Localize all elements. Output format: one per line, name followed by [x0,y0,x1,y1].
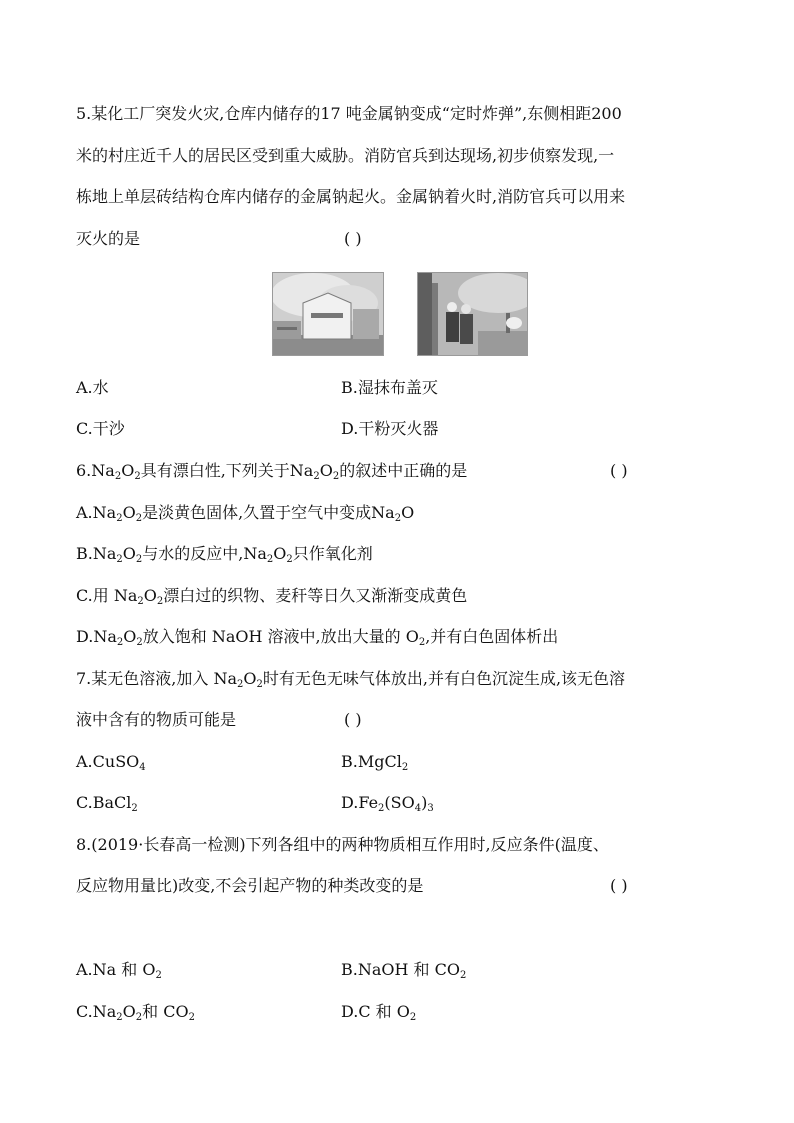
q7-answer-paren: ( ) [344,710,362,729]
q5-option-d[interactable]: D.干粉灭火器 [341,419,439,438]
q7-option-b[interactable]: B.MgCl$_2$ [341,752,409,773]
q8-stem-line-2: 反应物用量比)改变,不会引起产物的种类改变的是 [76,876,424,895]
q5-option-c[interactable]: C.干沙 [76,419,125,438]
warehouse-fire-photo [272,272,384,356]
q5-stem-line-4: 灭火的是 [76,229,141,248]
q8-option-a[interactable]: A.Na 和 $O_2$ [76,960,162,981]
q5-stem-line-1: 5.某化工厂突发火灾,仓库内储存的17 吨金属钠变成“定时炸弹”,东侧相距200 [76,104,622,123]
q8-option-c[interactable]: $C.Na_2O_2$和 $CO_2$ [76,1002,195,1023]
q5-option-b[interactable]: B.湿抹布盖灭 [341,378,438,397]
q7-option-a[interactable]: A.CuSO$_4$ [76,752,146,773]
q8-stem-line-1: 8.(2019·长春高一检测)下列各组中的两种物质相互作用时,反应条件(温度、 [76,835,609,854]
q8-option-d[interactable]: D.C 和 $O_2$ [341,1002,417,1023]
q5-stem-line-3: 栋地上单层砖结构仓库内储存的金属钠起火。金属钠着火时,消防官兵可以用来 [76,187,626,206]
q7-option-d[interactable]: $D.Fe_2(SO_4)_3$ [341,793,434,814]
q7-option-c[interactable]: C.BaCl$_2$ [76,793,138,814]
q6-stem: $6.Na_2O_2$具有漂白性,下列关于$Na_2O_2$的叙述中正确的是 [76,461,468,482]
q7-stem-line-2: 液中含有的物质可能是 [76,710,237,729]
q5-stem-line-2: 米的村庄近千人的居民区受到重大威胁。消防官兵到达现场,初步侦察发现,一 [76,146,615,165]
firefighters-photo [417,272,528,356]
q8-answer-paren: ( ) [610,876,628,895]
q5-option-a[interactable]: A.水 [76,378,109,397]
q6-option-d[interactable]: $D.Na_2O_2$放入饱和 NaOH 溶液中,放出大量的 $O_2$,并有白色固体析出 [76,627,559,648]
q6-option-a[interactable]: $A.Na_2O_2$是淡黄色固体,久置于空气中变成$Na_2O$ [76,503,415,524]
q5-answer-paren: ( ) [344,229,362,248]
q8-option-b[interactable]: B.NaOH 和 $CO_2$ [341,960,467,981]
q6-option-c[interactable]: C.用 $Na_2O_2$漂白过的织物、麦秆等日久又渐渐变成黄色 [76,586,468,607]
q6-answer-paren: ( ) [610,461,628,480]
q7-stem-line-1: 7.某无色溶液,加入 $Na_2O_2$时有无色无味气体放出,并有白色沉淀生成,该无色溶 [76,669,626,690]
q6-option-b[interactable]: $B.Na_2O_2$与水的反应中$,Na_2O_2$只作氧化剂 [76,544,373,565]
